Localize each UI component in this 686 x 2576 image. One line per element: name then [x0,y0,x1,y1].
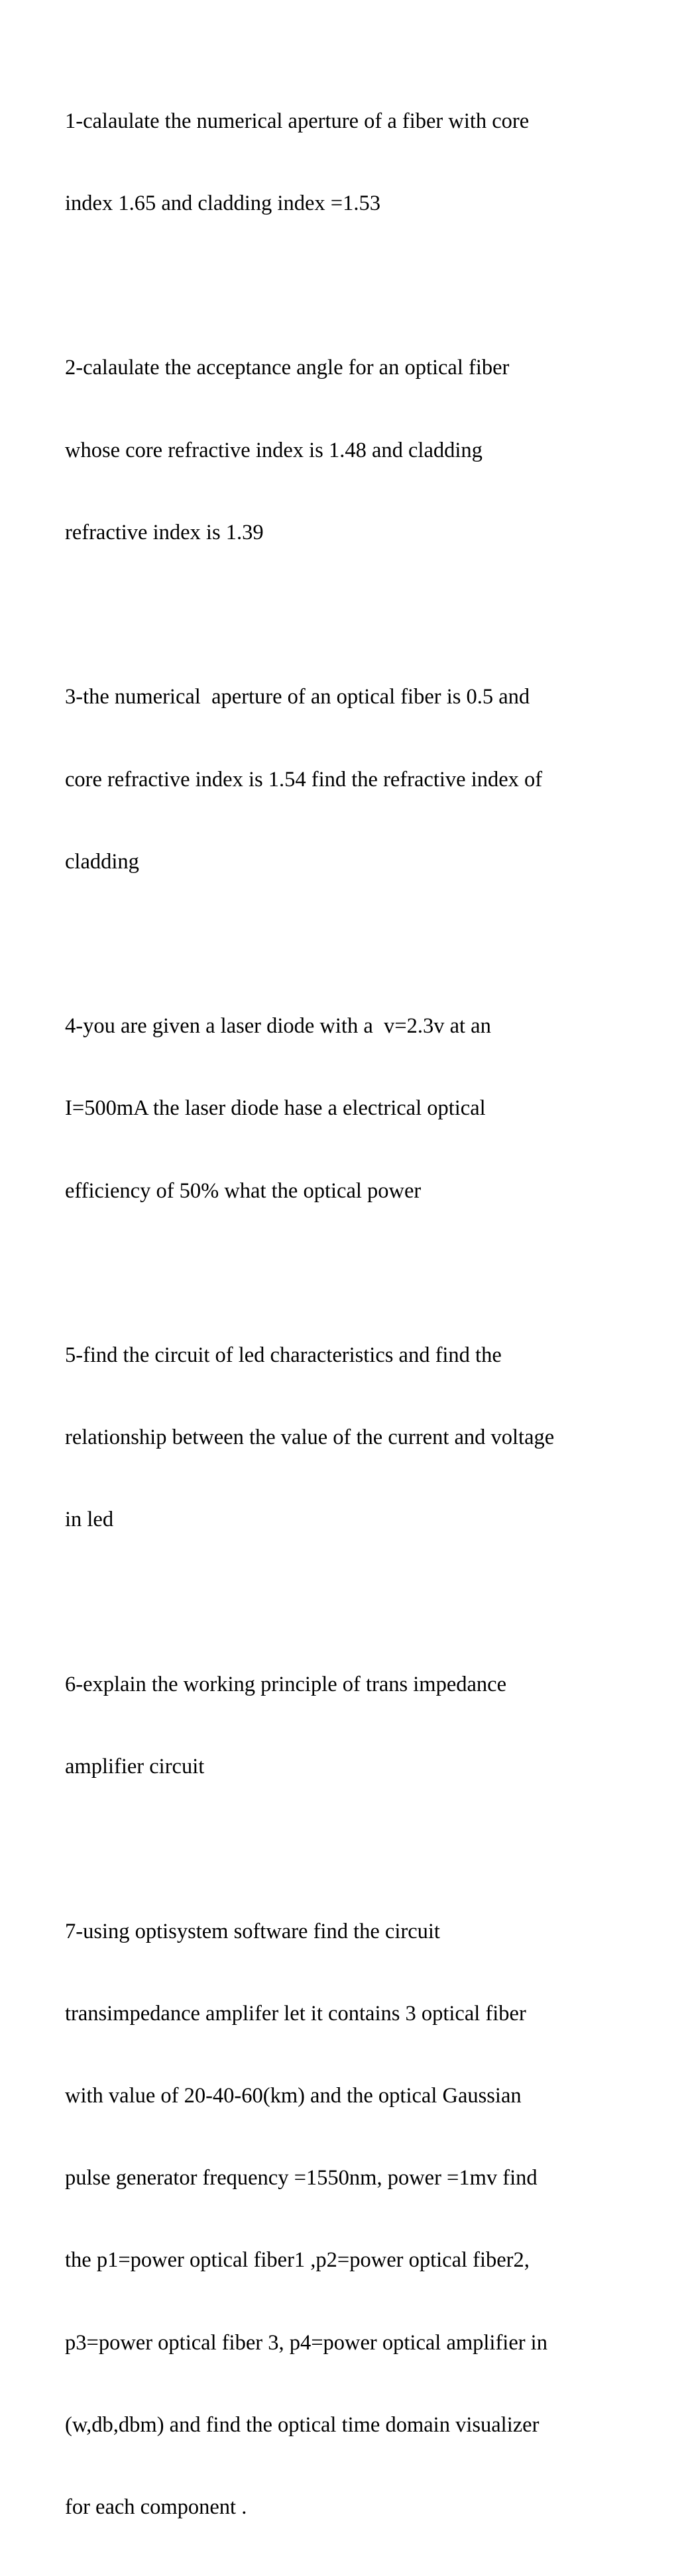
question-7 [65,1863,635,2576]
question-line: p3=power optical fiber 3, p4=power optical amplifier in [65,2330,547,2355]
question-line: whose core refractive index is 1.48 and cladding [65,438,483,462]
question-line: 7-using optisystem software find the circuit [65,1919,440,1943]
question-line: index 1.65 and cladding index =1.53 [65,191,380,216]
question-line: relationship between the value of the current and voltage [65,1425,555,1450]
question-line: 2-calaulate the acceptance angle for an optical fiber [65,356,510,380]
question-line: 4-you are given a laser diode with a v=2.3v at an [65,1014,491,1039]
question-line: 5-find the circuit of led characteristics and find the [65,1343,502,1368]
question-line: transimpedance amplifer let it contains 3 optical fiber [65,2001,526,2026]
question-line: 1-calaulate the numerical aperture of a fiber with core [65,109,530,133]
question-line: amplifier circuit [65,1755,205,1779]
question-line: 6-explain the working principle of trans impedance [65,1672,507,1696]
question-line: pulse generator frequency =1550nm, power =1mv find [65,2166,538,2190]
question-5 [65,1287,635,1588]
question-line: refractive index is 1.39 [65,520,264,544]
question-line: the p1=power optical fiber1 ,p2=power optical fiber2, [65,2248,530,2273]
question-line: efficiency of 50% what the optical power [65,1178,422,1203]
question-line: (w,db,dbm) and find the optical time domain visualizer [65,2412,540,2437]
question-1 [65,53,635,272]
question-line: cladding [65,849,139,874]
document-page [65,53,635,2576]
question-line: core refractive index is 1.54 find the refractive index of [65,767,543,792]
question-4 [65,958,635,1259]
question-3 [65,629,635,931]
question-line: with value of 20-40-60(km) and the optical Gaussian [65,2083,522,2108]
question-line: in led [65,1508,114,1532]
question-6 [65,1616,635,1835]
question-line: for each component . [65,2495,247,2520]
question-line: 3-the numerical aperture of an optical fiber is 0.5 and [65,685,530,709]
question-line: I=500mA the laser diode hase a electrical optical [65,1096,486,1121]
question-2 [65,300,635,601]
